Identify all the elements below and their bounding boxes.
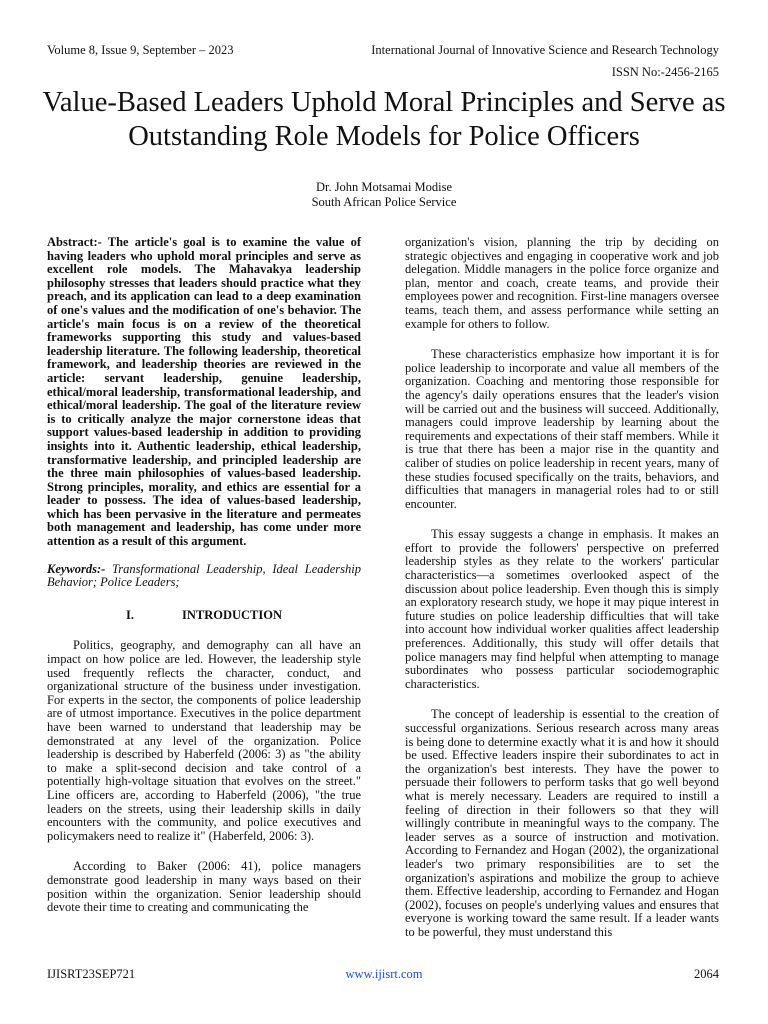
header-volume: Volume 8, Issue 9, September – 2023: [47, 43, 234, 57]
header-journal: International Journal of Innovative Science and Research Technology: [371, 43, 719, 57]
body-paragraph: Politics, geography, and demography can all have an impact on how police are led. However, the leadership style used frequently reflects the character, conduct, and organizational structure of the business under investigation. For experts in the sector, the components of police leadership are of utmost importance. Executives in the police department have been warned to understand that leadership may be demonstrated at any level of the organization. Police leadership is described by Haberfeld (2006: 3) as "the ability to make a split-second decision and take control of a potentially high-voltage situation that evolves on the street." Line officers are, according to Haberfeld (2006), "the true leaders on the streets, using their leadership skills in daily encounters with the community, and police executives and policymakers need to realize it" (Haberfeld, 2006: 3).: [47, 638, 361, 843]
keywords-label: Keywords:-: [47, 561, 106, 576]
footer-paper-id: IJISRT23SEP721: [47, 967, 136, 981]
author-affiliation: South African Police Service: [311, 195, 457, 209]
abstract: [47, 236, 361, 549]
keywords-text: Transformational Leadership, Ideal Leadership Behavior; Police Leaders;: [47, 561, 361, 590]
body-paragraph: This essay suggests a change in emphasis. It makes an effort to provide the followers' perspective on preferred leadership styles as they relate to the workers' particular characteristics—a sometimes overlooked aspect of the discussion about police leadership. Even though this is simply an exploratory research study, we hope it may pique interest in future studies on police leadership difficulties that will take into account how individual worker qualities affect leadership preferences. Additionally, this study will offer details that police managers may find helpful when attempting to manage subordinates who possess particular sociodemographic characteristics.: [405, 527, 719, 691]
right-column: [405, 236, 719, 940]
body-paragraph: These characteristics emphasize how important it is for police leadership to incorporate and value all members of the organization. Coaching and mentoring those responsible for the agency's daily operations ensures that the leader's vision will be carried out and the business will succeed. Additionally, managers could improve leadership by learning about the requirements and expectations of their staff members. While it is true that there has been a major rise in the quantity and caliber of studies on police leadership in recent years, many of these studies focused specifically on the traits, behaviors, and difficulties that managers in managerial roles had to or still encounter.: [405, 347, 719, 511]
header-issn: ISSN No:-2456-2165: [611, 65, 719, 79]
author-name: Dr. John Motsamai Modise: [315, 180, 453, 194]
author-block: [0, 180, 768, 210]
body-paragraph: organization's vision, planning the trip by deciding on strategic objectives and engaging in cooperative work and job delegation. Middle managers in the police force organize and plan, mentor and coach, create teams, and provide their employees power and recognition. First-line managers oversee teams, teach them, and assess performance while setting an example for others to follow.: [405, 235, 719, 331]
body-paragraph: The concept of leadership is essential to the creation of successful organizations. Serious research across many areas is being done to determine exactly what it is and how it should be used. Effective leaders inspire their subordinates to act in the organization's best interests. They have the power to persuade their followers to perform tasks that go well beyond what is merely necessary. Leaders are required to instill a feeling of direction in their followers so that they will willingly contribute in meaningful ways to the company. The leader serves as a source of instruction and motivation. According to Fernandez and Hogan (2002), the organizational leader's two primary responsibilities are to set the organization's aspirations and mobilize the group to achieve them. Effective leadership, according to Fernandez and Hogan (2002), focuses on people's underlying values and ensures that everyone is working toward the same result. If a leader wants to be powerful, they must understand this: [405, 707, 719, 939]
abstract-label: Abstract:-: [47, 235, 102, 249]
footer-page-number: 2064: [694, 967, 719, 981]
body-paragraph: According to Baker (2006: 41), police managers demonstrate good leadership in many ways based on their position within the organization. Senior leadership should devote their time to creating and communicating the: [47, 859, 361, 915]
footer-website-link[interactable]: www.ijisrt.com: [345, 967, 423, 981]
left-column: [47, 236, 361, 915]
section-number: I.: [125, 607, 134, 622]
abstract-text: The article's goal is to examine the value of having leaders who uphold moral principles and serve as excellent role models. The Mahavakya leadership philosophy stresses that leaders should practice what they preach, and its application can lead to a deep examination of one's values and the modification of one's behavior. The article's main focus is on a review of the theoretical frameworks supporting this study and values-based leadership literature. The following leadership, theoretical framework, and leadership theories are reviewed in the article: servant leadership, genuine leadership, ethical/moral leadership, transformational leadership, and ethical/moral leadership. The goal of the literature review is to critically analyze the major cornerstone ideas that support values-based leadership in addition to providing insights into it. Authentic leadership, ethical leadership, transformative leadership, and principled leadership are the three main philosophies of values-based leadership. Strong principles, morality, and ethics are essential for a leader to possess. The idea of values-based leadership, which has been pervasive in the literature and permeates both management and leadership, has come under more attention as a result of this argument.: [47, 235, 361, 549]
footer-website: [0, 967, 768, 982]
paper-title: Value-Based Leaders Uphold Moral Principles and Serve as Outstanding Role Models for Police Officers: [42, 87, 726, 152]
section-heading: [47, 609, 361, 623]
keywords: [47, 563, 361, 590]
section-title: INTRODUCTION: [181, 607, 282, 622]
